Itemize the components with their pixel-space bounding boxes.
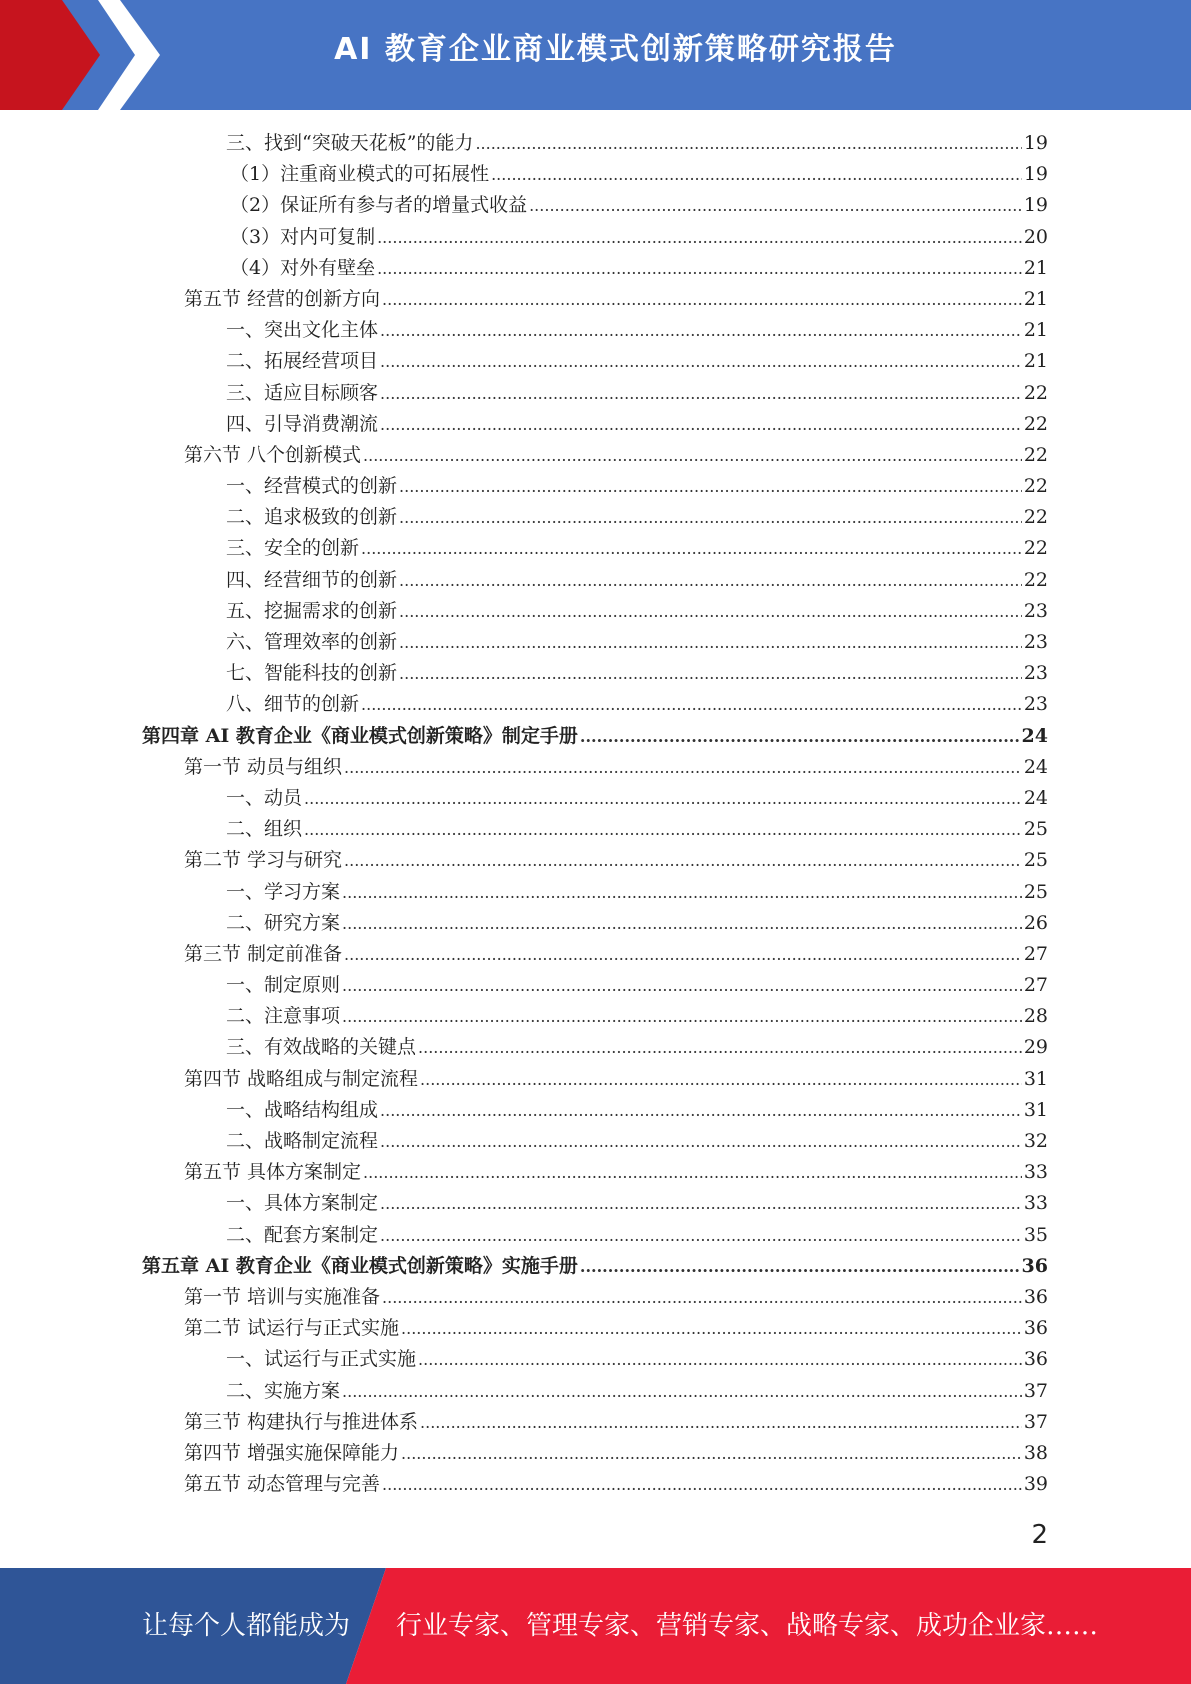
toc-entry[interactable]	[142, 845, 1048, 876]
toc-leader-dots	[344, 939, 1022, 970]
toc-entry-title: （2）保证所有参与者的增量式收益	[230, 194, 528, 217]
toc-leader-dots	[380, 1220, 1022, 1251]
report-title: AI 教育企业商业模式创新策略研究报告	[334, 32, 897, 67]
toc-entry-title: 一、试运行与正式实施	[226, 1348, 417, 1371]
toc-entry-page: 22	[1023, 381, 1048, 404]
toc-leader-dots	[363, 1157, 1022, 1188]
toc-entry-title: 二、组织	[226, 818, 303, 841]
toc-entry-title: 三、找到“突破天花板”的能力	[226, 132, 474, 154]
toc-leader-dots	[304, 783, 1022, 814]
toc-entry-page: 22	[1023, 537, 1048, 560]
toc-entry-title: 一、战略结构组成	[226, 1098, 379, 1121]
toc-entry[interactable]	[142, 533, 1048, 564]
toc-entry-title: 二、实施方案	[226, 1379, 341, 1402]
toc-entry-page: 37	[1023, 1379, 1048, 1402]
toc-leader-dots	[399, 596, 1022, 627]
toc-entry-title: 第四章 AI 教育企业《商业模式创新策略》制定手册	[142, 724, 578, 747]
toc-entry-title: 第一节 培训与实施准备	[184, 1285, 381, 1308]
toc-entry-page: 23	[1023, 631, 1048, 653]
toc-leader-dots	[380, 409, 1022, 440]
toc-entry[interactable]	[142, 159, 1048, 190]
toc-entry-page: 19	[1023, 163, 1048, 186]
toc-leader-dots	[377, 253, 1022, 284]
toc-entry[interactable]	[142, 908, 1048, 939]
toc-entry[interactable]	[142, 1001, 1048, 1032]
toc-entry[interactable]	[142, 721, 1048, 752]
toc-entry-page: 32	[1023, 1130, 1048, 1152]
toc-entry-page: 24	[1023, 755, 1048, 778]
toc-leader-dots	[342, 1376, 1022, 1407]
toc-entry-title: 第四节 战略组成与制定流程	[184, 1067, 419, 1090]
toc-entry[interactable]	[142, 1188, 1048, 1219]
toc-entry[interactable]	[142, 1469, 1048, 1500]
toc-entry-page: 20	[1023, 225, 1048, 248]
toc-entry[interactable]	[142, 1282, 1048, 1313]
toc-entry-page: 22	[1023, 475, 1048, 498]
toc-entry-title: 三、适应目标顾客	[226, 381, 379, 404]
toc-entry[interactable]	[142, 128, 1048, 159]
toc-entry-page: 29	[1023, 1036, 1048, 1059]
toc-entry[interactable]	[142, 596, 1048, 627]
toc-entry-page: 38	[1023, 1441, 1048, 1464]
toc-leader-dots	[399, 502, 1022, 533]
toc-entry-page: 23	[1023, 662, 1048, 685]
toc-entry-page: 28	[1023, 1005, 1048, 1028]
toc-entry-title: 第五节 动态管理与完善	[184, 1473, 381, 1496]
toc-entry[interactable]	[142, 378, 1048, 409]
toc-entry-page: 19	[1023, 132, 1048, 154]
toc-entry[interactable]	[142, 1095, 1048, 1126]
toc-leader-dots	[382, 1469, 1022, 1500]
toc-leader-dots	[399, 471, 1022, 502]
toc-entry[interactable]	[142, 814, 1048, 845]
toc-entry[interactable]	[142, 190, 1048, 221]
toc-entry-page: 35	[1023, 1223, 1048, 1246]
toc-leader-dots	[344, 845, 1022, 876]
toc-entry-title: 第四节 增强实施保障能力	[184, 1441, 400, 1464]
footer-slogan-right: 行业专家、管理专家、营销专家、战略专家、成功企业家……	[396, 1611, 1099, 1641]
toc-entry-title: 四、经营细节的创新	[226, 568, 398, 591]
toc-entry[interactable]	[142, 315, 1048, 346]
toc-entry-title: 第三节 制定前准备	[184, 942, 343, 965]
toc-entry-page: 31	[1023, 1098, 1048, 1121]
toc-entry-title: 六、管理效率的创新	[226, 631, 398, 653]
toc-entry[interactable]	[142, 253, 1048, 284]
toc-entry-title: 第二节 试运行与正式实施	[184, 1317, 400, 1340]
toc-entry-title: 三、安全的创新	[226, 537, 360, 560]
toc-leader-dots	[529, 190, 1022, 221]
toc-entry-title: 二、拓展经营项目	[226, 350, 379, 373]
toc-entry-title: 一、突出文化主体	[226, 319, 379, 342]
toc-leader-dots	[491, 159, 1022, 190]
toc-entry[interactable]	[142, 1126, 1048, 1157]
toc-entry-page: 25	[1023, 849, 1048, 872]
toc-entry-page: 39	[1023, 1473, 1048, 1496]
toc-leader-dots	[580, 1251, 1020, 1282]
toc-entry[interactable]	[142, 1407, 1048, 1438]
toc-entry[interactable]	[142, 627, 1048, 658]
toc-entry-title: 二、追求极致的创新	[226, 506, 398, 529]
toc-leader-dots	[380, 1126, 1022, 1157]
toc-entry-page: 36	[1023, 1285, 1048, 1308]
toc-entry-title: 第五节 具体方案制定	[184, 1161, 362, 1184]
toc-leader-dots	[342, 877, 1022, 908]
toc-entry-title: 第六节 八个创新模式	[184, 443, 362, 466]
toc-entry-page: 36	[1023, 1317, 1048, 1340]
toc-leader-dots	[342, 908, 1022, 939]
toc-entry-page: 21	[1023, 319, 1048, 342]
toc-leader-dots	[420, 1064, 1022, 1095]
toc-leader-dots	[380, 315, 1022, 346]
toc-entry-title: 第三节 构建执行与推进体系	[184, 1410, 419, 1433]
toc-entry-title: 一、经营模式的创新	[226, 475, 398, 498]
toc-entry-page: 21	[1023, 350, 1048, 373]
page-number: 2	[1031, 1520, 1048, 1550]
toc-leader-dots	[401, 1313, 1022, 1344]
toc-entry[interactable]	[142, 1438, 1048, 1469]
toc-entry-page: 31	[1023, 1067, 1048, 1090]
toc-entry[interactable]	[142, 1376, 1048, 1407]
toc-leader-dots	[361, 533, 1022, 564]
toc-entry-page: 33	[1023, 1192, 1048, 1215]
toc-entry-title: 二、配套方案制定	[226, 1223, 379, 1246]
toc-leader-dots	[580, 721, 1020, 752]
toc-entry-page: 22	[1023, 412, 1048, 435]
toc-entry-title: （1）注重商业模式的可拓展性	[230, 163, 490, 186]
toc-leader-dots	[401, 1438, 1022, 1469]
toc-leader-dots	[380, 1095, 1022, 1126]
toc-leader-dots	[418, 1032, 1022, 1063]
toc-entry[interactable]	[142, 1344, 1048, 1375]
toc-entry-page: 26	[1023, 911, 1048, 934]
toc-entry-title: 一、制定原则	[226, 974, 341, 997]
table-of-contents	[142, 128, 1048, 1500]
toc-entry-title: 五、挖掘需求的创新	[226, 599, 398, 622]
toc-leader-dots	[342, 970, 1022, 1001]
toc-entry-page: 19	[1023, 194, 1048, 217]
toc-entry[interactable]	[142, 284, 1048, 315]
toc-leader-dots	[399, 565, 1022, 596]
toc-leader-dots	[380, 346, 1022, 377]
toc-entry-page: 22	[1023, 506, 1048, 529]
toc-entry-title: 第二节 学习与研究	[184, 849, 343, 872]
toc-entry-title: 二、研究方案	[226, 911, 341, 934]
toc-leader-dots	[399, 658, 1022, 689]
toc-entry-title: 一、具体方案制定	[226, 1192, 379, 1215]
toc-entry[interactable]	[142, 1220, 1048, 1251]
toc-entry-page: 21	[1023, 256, 1048, 279]
toc-leader-dots	[382, 1282, 1022, 1313]
toc-entry[interactable]	[142, 783, 1048, 814]
toc-entry-title: 二、注意事项	[226, 1005, 341, 1028]
toc-entry[interactable]	[142, 877, 1048, 908]
toc-entry-page: 22	[1023, 568, 1048, 591]
page-footer	[0, 1568, 1191, 1684]
toc-entry-title: 一、动员	[226, 786, 303, 809]
toc-entry[interactable]	[142, 970, 1048, 1001]
toc-entry-title: 一、学习方案	[226, 880, 341, 903]
toc-entry-title: 第一节 动员与组织	[184, 755, 343, 778]
toc-entry-title: （3）对内可复制	[230, 225, 376, 248]
toc-leader-dots	[380, 1188, 1022, 1219]
toc-entry-page: 27	[1023, 942, 1048, 965]
toc-entry-title: 四、引导消费潮流	[226, 412, 379, 435]
toc-entry[interactable]	[142, 346, 1048, 377]
toc-entry-page: 21	[1023, 287, 1048, 310]
toc-leader-dots	[363, 440, 1022, 471]
toc-entry-page: 33	[1023, 1161, 1048, 1184]
toc-entry-page: 27	[1023, 974, 1048, 997]
footer-slogan-left: 让每个人都能成为	[142, 1611, 351, 1641]
toc-entry[interactable]	[142, 1064, 1048, 1095]
toc-leader-dots	[380, 378, 1022, 409]
toc-entry-page: 36	[1023, 1348, 1048, 1371]
toc-entry-page: 24	[1021, 724, 1048, 747]
toc-entry-title: 第五章 AI 教育企业《商业模式创新策略》实施手册	[142, 1254, 578, 1277]
toc-entry[interactable]	[142, 658, 1048, 689]
toc-leader-dots	[420, 1407, 1022, 1438]
toc-entry[interactable]	[142, 502, 1048, 533]
toc-entry[interactable]	[142, 689, 1048, 720]
toc-leader-dots	[361, 689, 1022, 720]
toc-entry-page: 23	[1023, 599, 1048, 622]
toc-entry[interactable]	[142, 409, 1048, 440]
toc-entry[interactable]	[142, 752, 1048, 783]
toc-leader-dots	[304, 814, 1022, 845]
toc-leader-dots	[418, 1344, 1022, 1375]
toc-entry[interactable]	[142, 1313, 1048, 1344]
toc-entry[interactable]	[142, 1251, 1048, 1282]
toc-entry-title: 三、有效战略的关键点	[226, 1036, 417, 1059]
toc-entry[interactable]	[142, 471, 1048, 502]
toc-leader-dots	[382, 284, 1022, 315]
toc-entry[interactable]	[142, 222, 1048, 253]
toc-leader-dots	[475, 128, 1021, 159]
toc-entry[interactable]	[142, 565, 1048, 596]
toc-entry-page: 37	[1023, 1410, 1048, 1433]
toc-entry-title: （4）对外有壁垒	[230, 256, 376, 279]
toc-leader-dots	[399, 627, 1022, 658]
toc-entry-title: 七、智能科技的创新	[226, 662, 398, 685]
toc-entry-page: 22	[1023, 443, 1048, 466]
toc-entry-page: 23	[1023, 693, 1048, 716]
toc-leader-dots	[377, 222, 1022, 253]
toc-leader-dots	[344, 752, 1022, 783]
toc-entry-page: 25	[1023, 880, 1048, 903]
toc-leader-dots	[342, 1001, 1022, 1032]
toc-entry-page: 36	[1021, 1254, 1048, 1277]
toc-entry[interactable]	[142, 440, 1048, 471]
toc-entry[interactable]	[142, 1157, 1048, 1188]
toc-entry[interactable]	[142, 939, 1048, 970]
toc-entry-page: 24	[1023, 786, 1048, 809]
toc-entry-title: 第五节 经营的创新方向	[184, 287, 381, 310]
toc-entry-page: 25	[1023, 818, 1048, 841]
toc-entry-title: 八、细节的创新	[226, 693, 360, 716]
toc-entry-title: 二、战略制定流程	[226, 1130, 379, 1152]
toc-entry[interactable]	[142, 1032, 1048, 1063]
page-header	[0, 0, 1191, 110]
